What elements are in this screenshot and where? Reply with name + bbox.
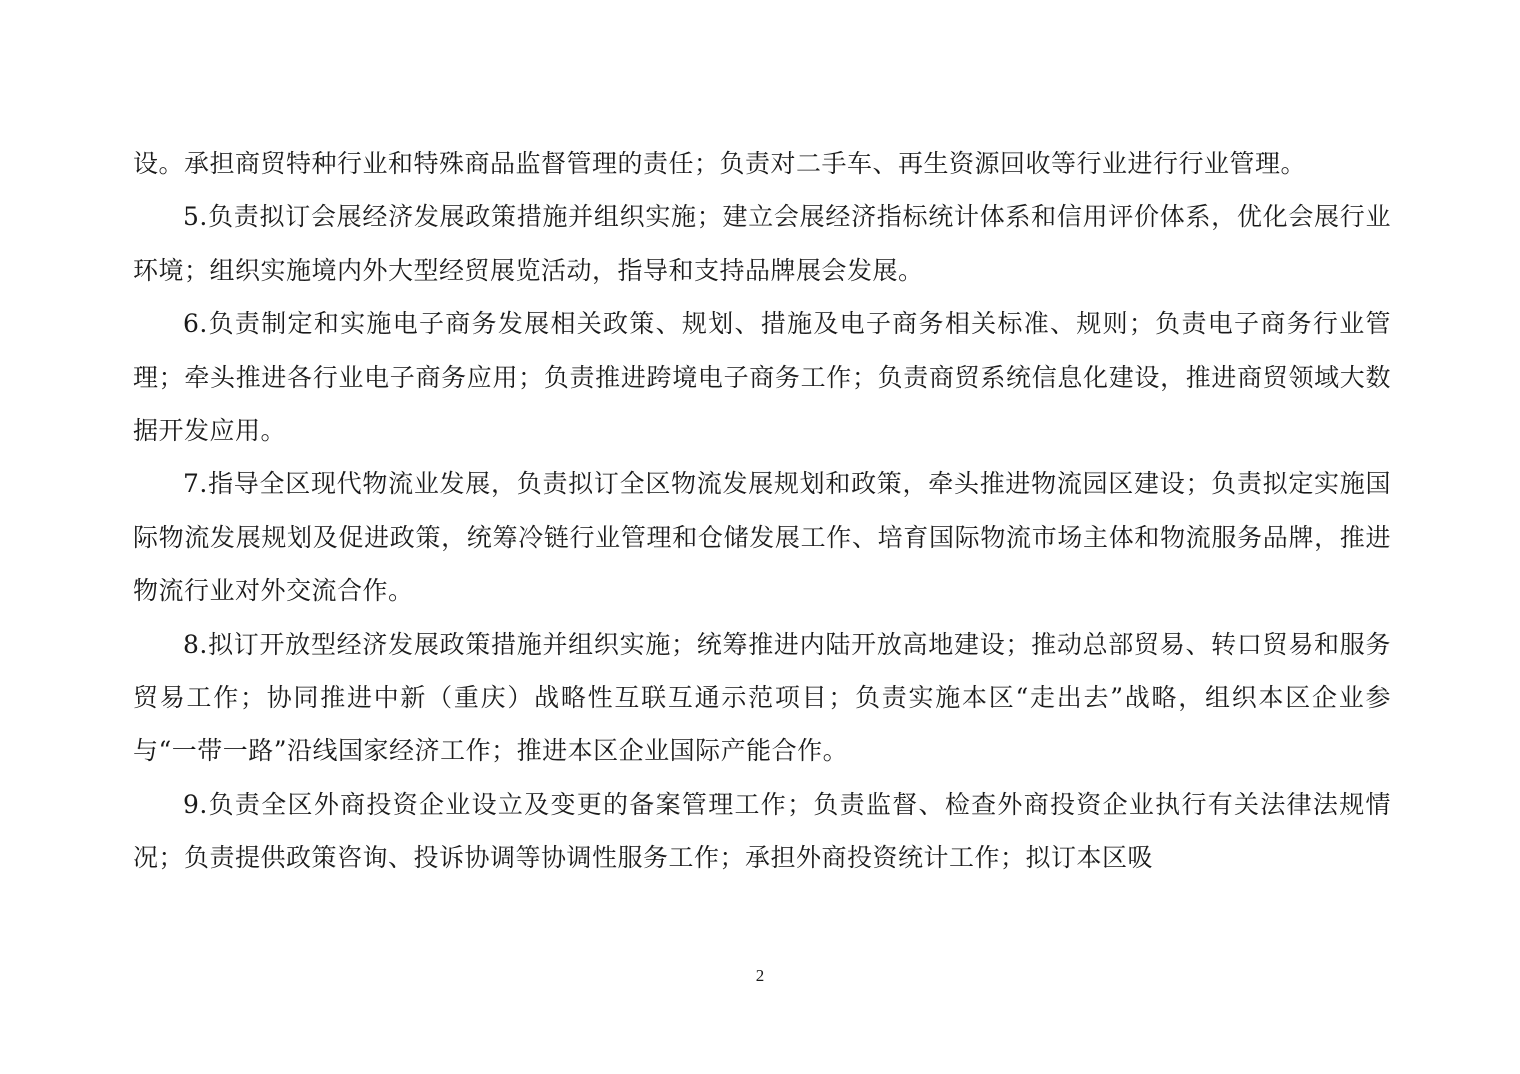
paragraph-item-9: 9.负责全区外商投资企业设立及变更的备案管理工作；负责监督、检查外商投资企业执行有关法律法规情况；负责提供政策咨询、投诉协调等协调性服务工作；承担外商投资统计工作；拟订本区吸 [133, 789, 1391, 873]
paragraph-item-8: 8.拟订开放型经济发展政策措施并组织实施；统筹推进内陆开放高地建设；推动总部贸易、转口贸易和服务贸易工作；协同推进中新（重庆）战略性互联互通示范项目；负责实施本区“走出去”战略，组织本区企业参与“一带一路”沿线国家经济工作；推进本区企业国际产能合作。 [133, 629, 1391, 766]
paragraph-continuation: 设。承担商贸特种行业和特殊商品监督管理的责任；负责对二手车、再生资源回收等行业进行行业管理。 [133, 149, 1307, 178]
document-body [133, 137, 1391, 885]
paragraph-item-7: 7.指导全区现代物流业发展，负责拟订全区物流发展规划和政策，牵头推进物流园区建设；负责拟定实施国际物流发展规划及促进政策，统筹冷链行业管理和仓储发展工作、培育国际物流市场主体和物流服务品牌，推进物流行业对外交流合作。 [133, 469, 1391, 606]
page-number: 2 [755, 966, 765, 985]
paragraph-item-5: 5.负责拟订会展经济发展政策措施并组织实施；建立会展经济指标统计体系和信用评价体系，优化会展行业环境；组织实施境内外大型经贸展览活动，指导和支持品牌展会发展。 [133, 202, 1391, 285]
paragraph-item-6: 6.负责制定和实施电子商务发展相关政策、规划、措施及电子商务相关标准、规则；负责电子商务行业管理；牵头推进各行业电子商务应用；负责推进跨境电子商务工作；负责商贸系统信息化建设，推进商贸领域大数据开发应用。 [133, 309, 1391, 446]
